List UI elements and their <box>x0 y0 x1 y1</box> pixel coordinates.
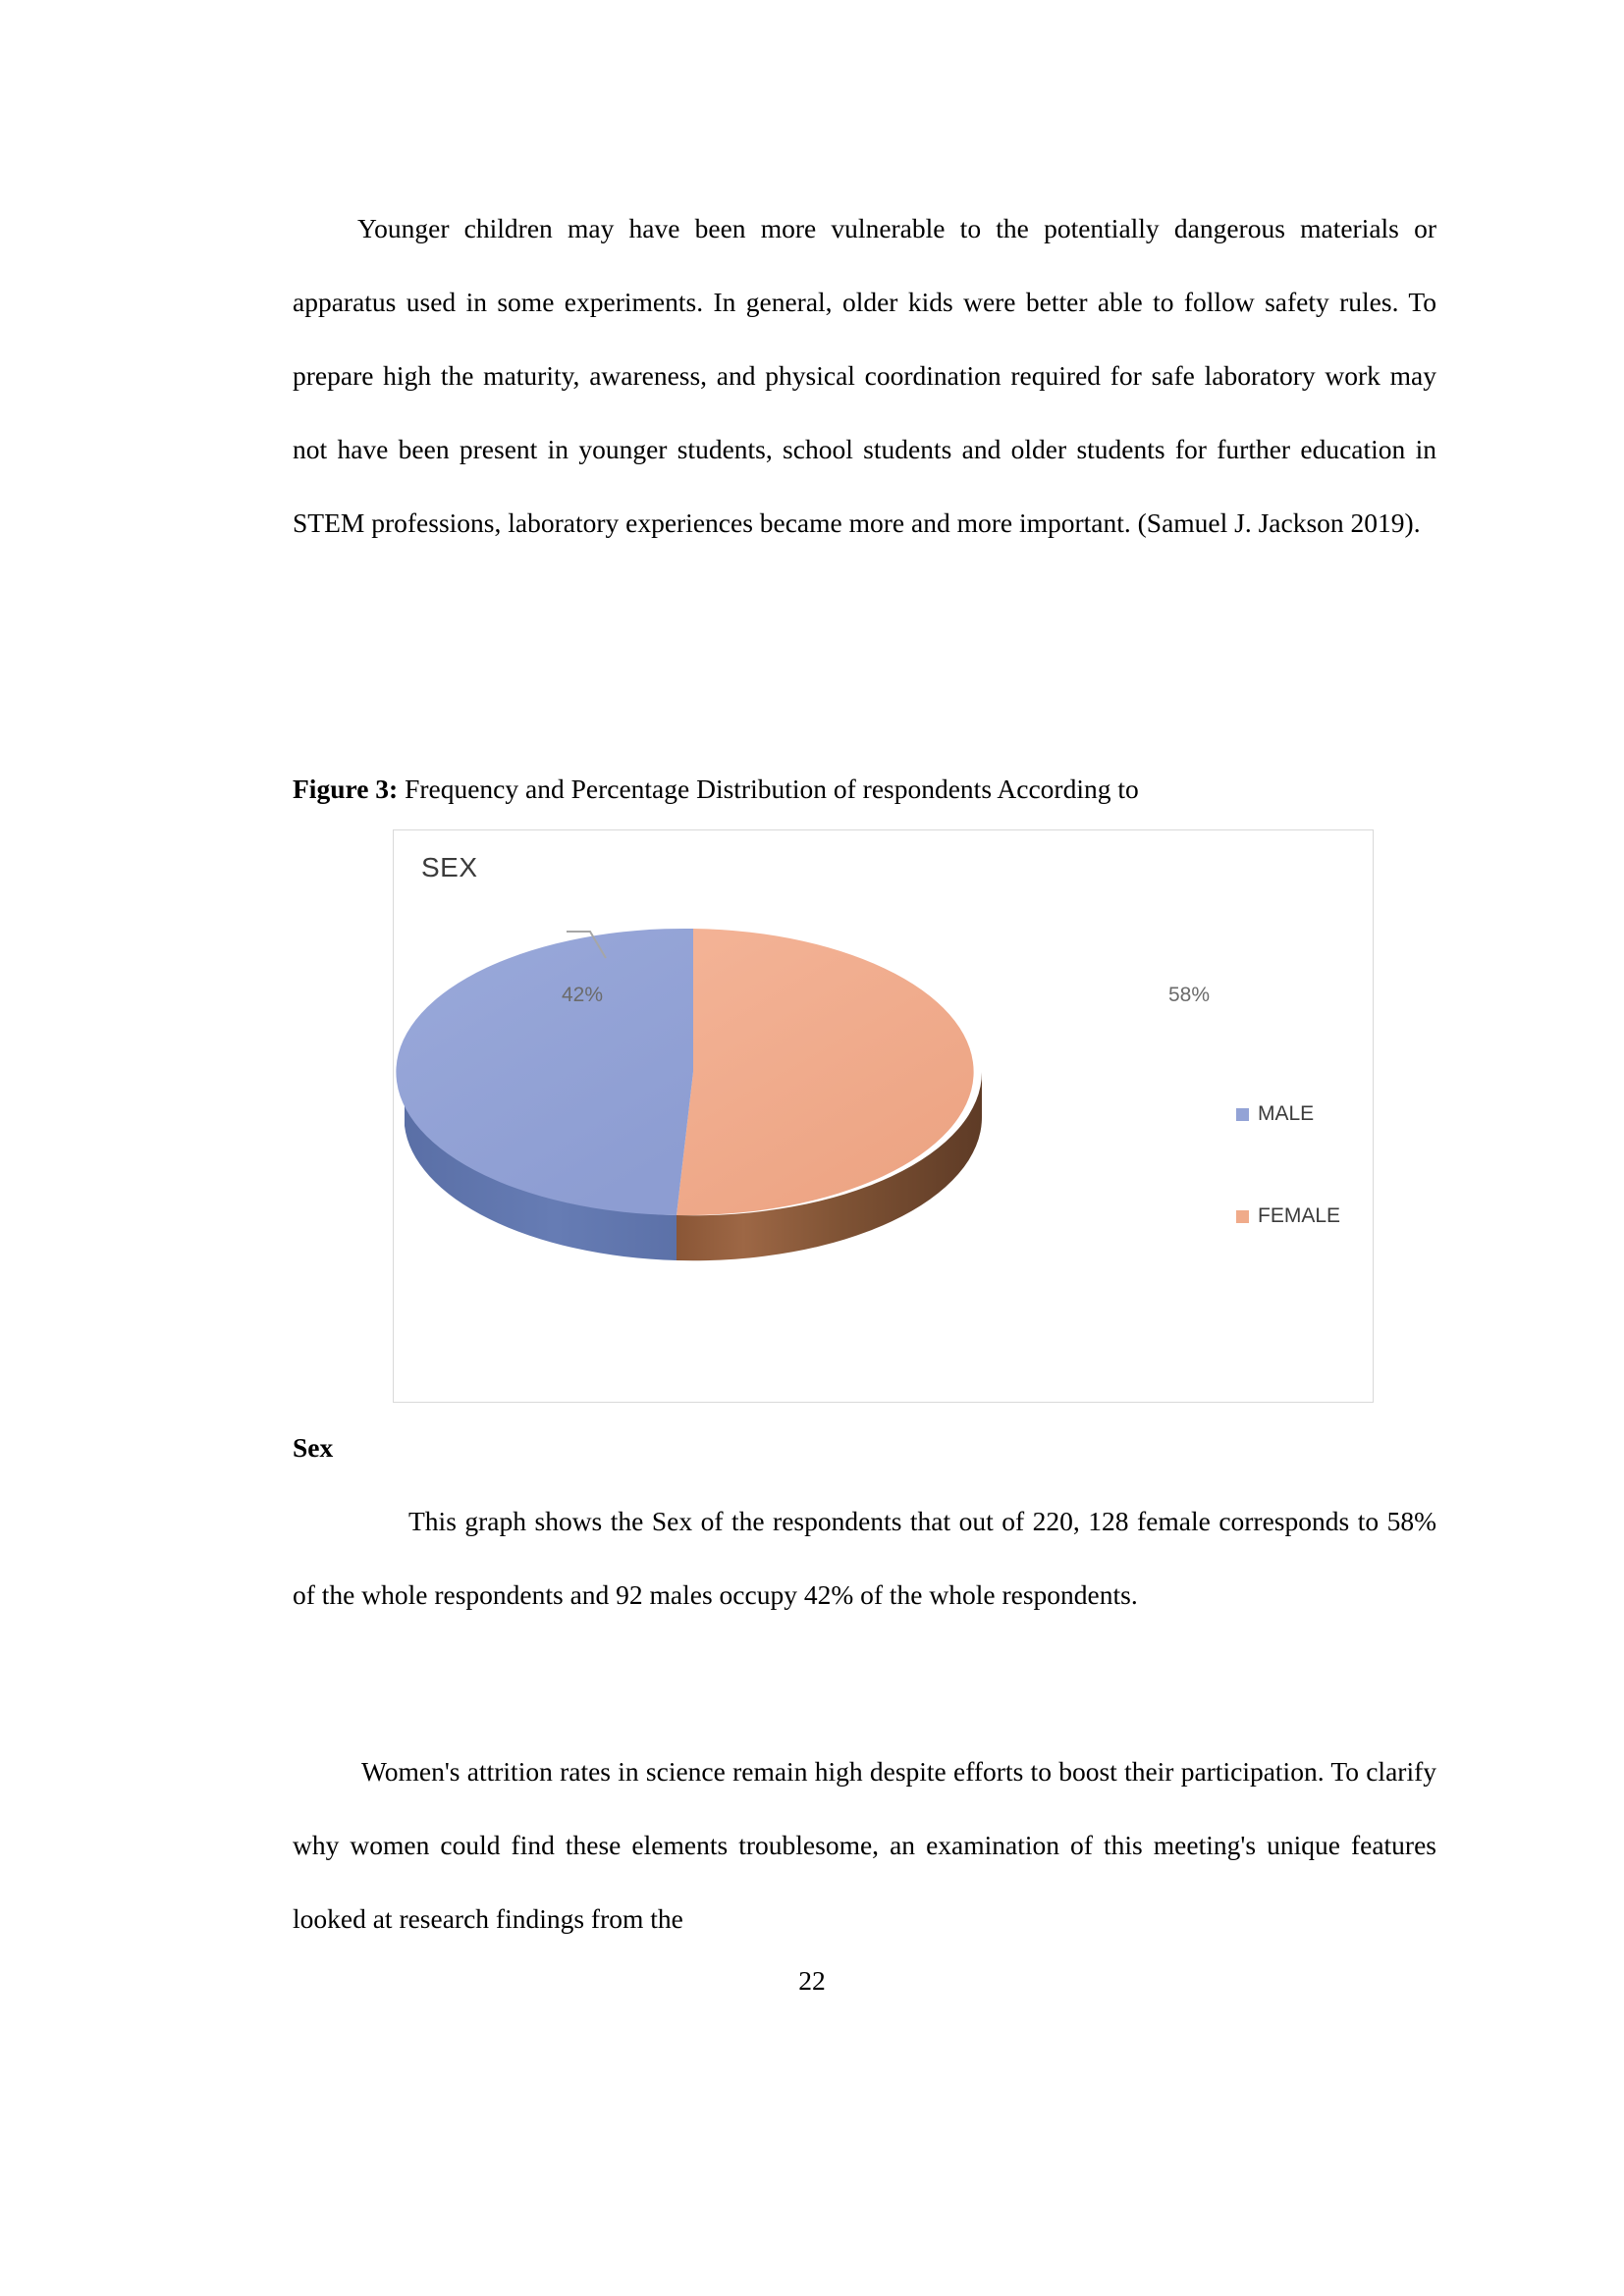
paragraph-sex-description <box>293 1484 1436 1631</box>
paragraph-women-attrition <box>293 1735 1436 1955</box>
figure-label: Figure 3: <box>293 774 399 804</box>
chart-legend <box>1236 1102 1340 1228</box>
pie-label-58-percent: 58% <box>1168 984 1211 1006</box>
chart-container <box>393 829 1374 1403</box>
pie-chart <box>394 830 1373 1402</box>
paragraph-women-attrition-text: Women's attrition rates in science remain high despite efforts to boost their participation. To clarify why women could find these elements troublesome, an examination of this meeting's unique features looked at research findings from the <box>293 1756 1436 1934</box>
figure-caption-text: Frequency and Percentage Distribution of respondents According to <box>398 774 1139 804</box>
paragraph-opening <box>293 191 1436 560</box>
legend-label-male: MALE <box>1258 1102 1315 1125</box>
figure-caption <box>293 770 1139 809</box>
legend-item-female <box>1236 1204 1340 1228</box>
chart-title: SEX <box>421 852 478 882</box>
page-number: 22 <box>798 1965 826 1996</box>
pie-chart-svg <box>394 830 1375 1404</box>
legend-label-female: FEMALE <box>1258 1204 1341 1227</box>
paragraph-sex-description-text: This graph shows the Sex of the respondents that out of 220, 128 female corresponds to 58% of the whole respondents and 92 males occupy 42% of the whole respondents. <box>293 1506 1436 1610</box>
legend-swatch-male <box>1236 1108 1249 1121</box>
paragraph-opening-text: Younger children may have been more vulnerable to the potentially dangerous materials or apparatus used in some experiments. In general, older kids were better able to follow safety rules. To prepare high the maturity, awareness, and physical coordination required for safe laboratory work may not have been present in younger students, school students and older students for further education in STEM professions, laboratory experiences became more and more important. (Samuel J. Jackson 2019). <box>293 213 1436 538</box>
section-heading-sex: Sex <box>293 1432 334 1463</box>
legend-swatch-female <box>1236 1210 1249 1223</box>
pie-label-42-percent: 42% <box>562 984 604 1006</box>
legend-item-male <box>1236 1102 1340 1126</box>
